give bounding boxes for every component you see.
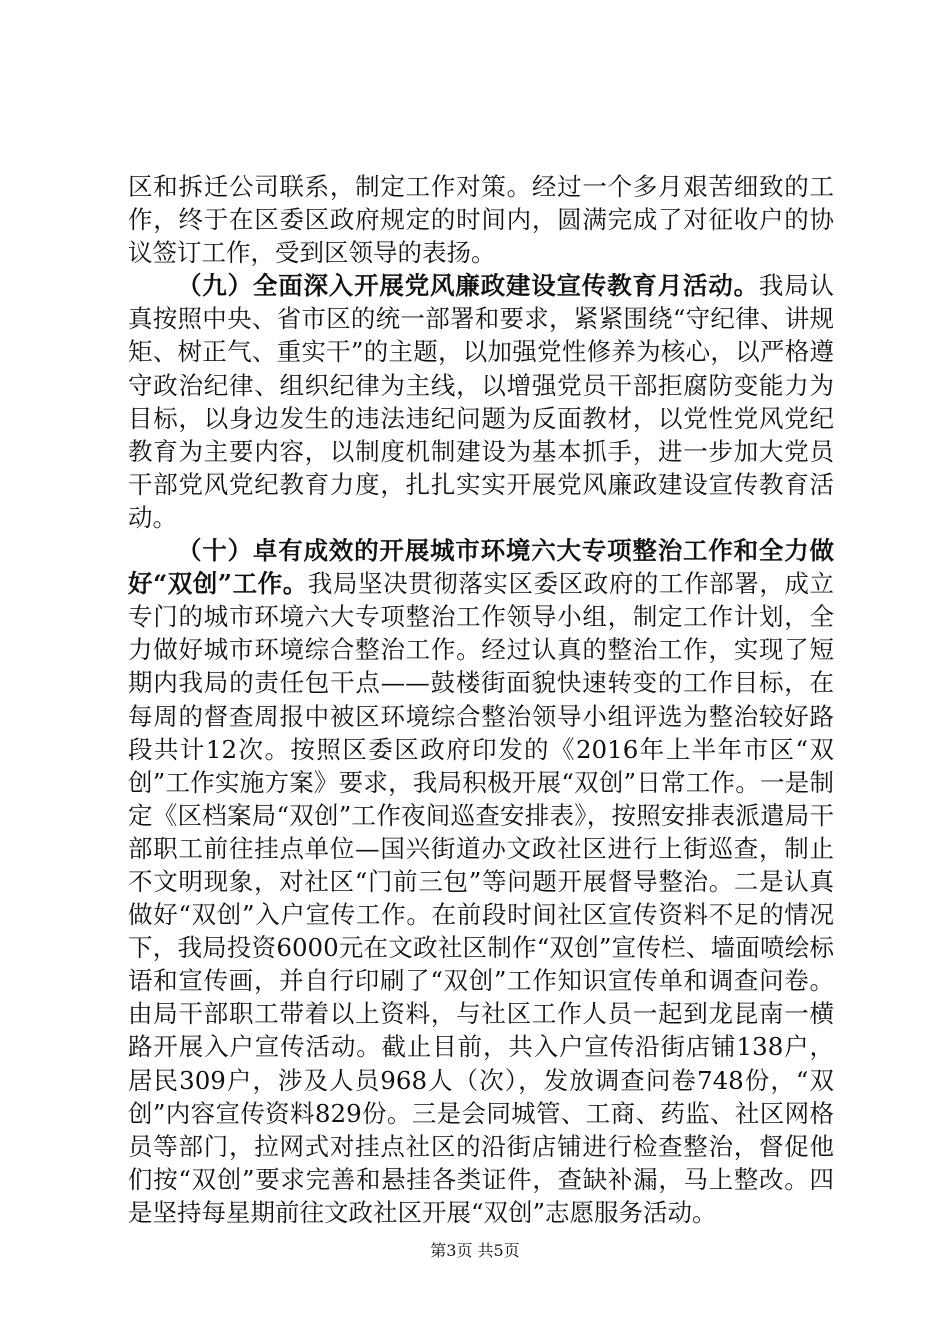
paragraph-section-9 — [128, 269, 834, 534]
section-heading-10: （十）卓有成效的开展城市环境六大专项整治工作和全力做好“双创”工作。 — [128, 536, 834, 599]
paragraph-text: 区和拆迁公司联系，制定工作对策。经过一个多月艰苦细致的工作，终于在区委区政府规定的时间内，圆满完成了对征收户的协议签订工作，受到区领导的表扬。 — [128, 172, 834, 268]
page-number: 第3页 共5页 — [430, 1241, 520, 1260]
paragraph-text: 我局坚决贯彻落实区委区政府的工作部署，成立专门的城市环境六大专项整治工作领导小组，制定工作计划，全力做好城市环境综合整治工作。经过认真的整治工作，实现了短期内我局的责任包干点——鼓楼街面貌快速转变的工作目标，在每周的督查周报中被区环境综合整治领导小组评选为整治较好路段共计12次。按照区委区政府印发的《2016年上半年市区“双创”工作实施方案》要求，我局积极开展“双创”日常工作。一是制定《区档案局“双创”工作夜间巡查安排表》，按照安排表派遣局干部职工前往挂点单位—国兴街道办文政社区进行上街巡查，制止不文明现象，对社区“门前三包”等问题开展督导整治。二是认真做好“双创”入户宣传工作。在前段时间社区宣传资料不足的情况下，我局投资6000元在文政社区制作“双创”宣传栏、墙面喷绘标语和宣传画，并自行印刷了“双创”工作知识宣传单和调查问卷。由局干部职工带着以上资料，与社区工作人员一起到龙昆南一横路开展入户宣传活动。截止目前，共入户宣传沿街店铺138户，居民309户，涉及人员968人（次），发放调查问卷748份，“双创”内容宣传资料829份。三是会同城管、工商、药监、社区网格员等部门，拉网式对挂点社区的沿街店铺进行检查整治，督促他们按“双创”要求完善和悬挂各类证件，查缺补漏，马上整改。四是坚持每星期前往文政社区开展“双创”志愿服务活动。 — [128, 569, 835, 1227]
section-heading-9: （九）全面深入开展党风廉政建设宣传教育月活动。 — [177, 271, 759, 301]
page-footer — [0, 1240, 950, 1262]
document-body — [128, 170, 834, 1229]
paragraph-section-10 — [128, 534, 834, 1229]
paragraph-continuation — [128, 170, 834, 269]
paragraph-text: 我局认真按照中央、省市区的统一部署和要求，紧紧围绕“守纪律、讲规矩、树正气、重实干”的主题，以加强党性修养为核心，以严格遵守政治纪律、组织纪律为主线，以增强党员干部拒腐防变能力为目标，以身边发生的违法违纪问题为反面教材，以党性党风党纪教育为主要内容，以制度机制建设为基本抓手，进一步加大党员干部党风党纪教育力度，扎扎实实开展党风廉政建设宣传教育活动。 — [128, 271, 835, 532]
